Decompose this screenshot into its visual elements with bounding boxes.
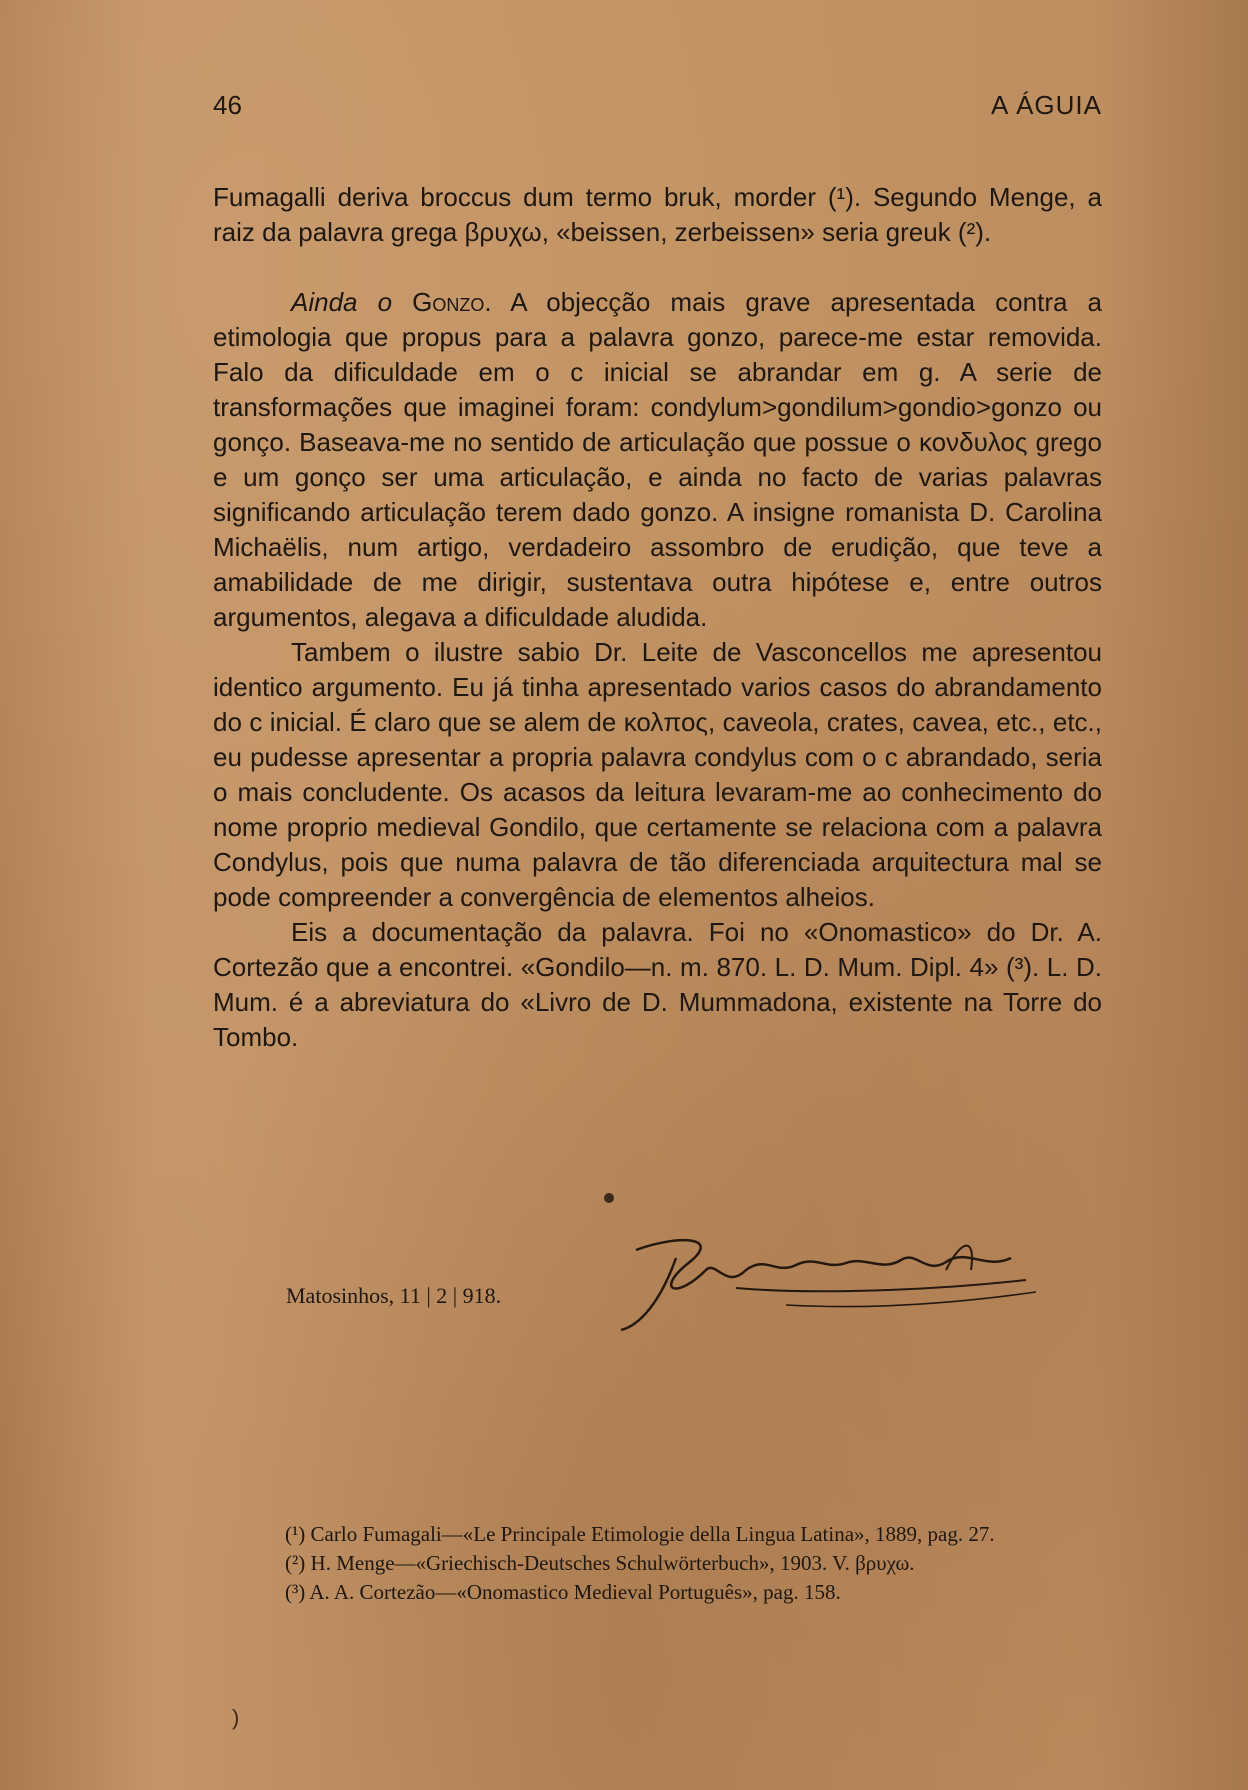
running-header: [213, 90, 1102, 130]
closing-block: [286, 1265, 1106, 1375]
section-term: Gonzo: [412, 287, 485, 317]
stray-pencil-mark: ): [232, 1705, 240, 1730]
footnotes: [213, 1520, 1102, 1607]
paragraph-2-text: . A objecção mais grave apresentada contra a etimologia que propus para a palavra gonzo, parece-me estar removida. Falo da dificuldade em o c inicial se abrandar em g. A serie de transformações que imaginei foram: condylum>gondilum>gondio>gonzo ou gonço. Baseava-me no sentido de articulação que possue o κονδυλος grego e um gonço ser uma articulação, e ainda no facto de varias palavras significando articulação terem dado gonzo. A insigne romanista D. Carolina Michaëlis, num artigo, verdadeiro assombro de erudição, que teve a amabilidade de me dirigir, sustentava outra hipótese e, entre outros argumentos, alegava a dificuldade aludida.: [213, 287, 1102, 632]
footnote-3: (³) A. A. Cortezão—«Onomastico Medieval Português», pag. 158.: [285, 1580, 841, 1604]
article-body: [213, 180, 1102, 1055]
paragraph-2: [213, 285, 1102, 635]
place-date: Matosinhos, 11 | 2 | 918.: [286, 1283, 502, 1308]
section-lead: Ainda o: [291, 287, 393, 317]
footnote-1: (¹) Carlo Fumagali—«Le Principale Etimologie della Lingua Latina», 1889, pag. 27.: [285, 1522, 995, 1546]
footnote-2: (²) H. Menge—«Griechisch-Deutsches Schulwörterbuch», 1903. V. βρυχω.: [285, 1551, 915, 1575]
paragraph-3: Tambem o ilustre sabio Dr. Leite de Vasconcellos me apresentou identico argumento. Eu já tinha apresentado varios casos do abrandamento do c inicial. É claro que se alem de κολπος, caveola, crates, cavea, etc., etc., eu pudesse apresentar a propria palavra condylus com o c abrandado, seria o mais concludente. Os acasos da leitura levaram-me ao conhecimento do nome proprio medieval Gondilo, que certamente se relaciona com a palavra Condylus, pois que numa palavra de tão diferenciada arquitectura mal se pode compreender a convergência de elementos alheios.: [213, 637, 1102, 912]
paragraph-4: Eis a documentação da palavra. Foi no «Onomastico» do Dr. A. Cortezão que a encontrei. «Gondilo—n. m. 870. L. D. Mum. Dipl. 4» (³). L. D. Mum. é a abreviatura do «Livro de D. Mummadona, existente na Torre do Tombo.: [213, 917, 1102, 1052]
paragraph-1: Fumagalli deriva broccus dum termo bruk, morder (¹). Segundo Menge, a raiz da palavra grega βρυχω, «beissen, zerbeissen» seria greuk (²).: [213, 182, 1102, 247]
page-number: 46: [213, 90, 242, 120]
journal-title: A ÁGUIA: [990, 90, 1102, 120]
ornament-dot: [604, 1193, 614, 1203]
signature-image: [616, 1230, 1046, 1340]
